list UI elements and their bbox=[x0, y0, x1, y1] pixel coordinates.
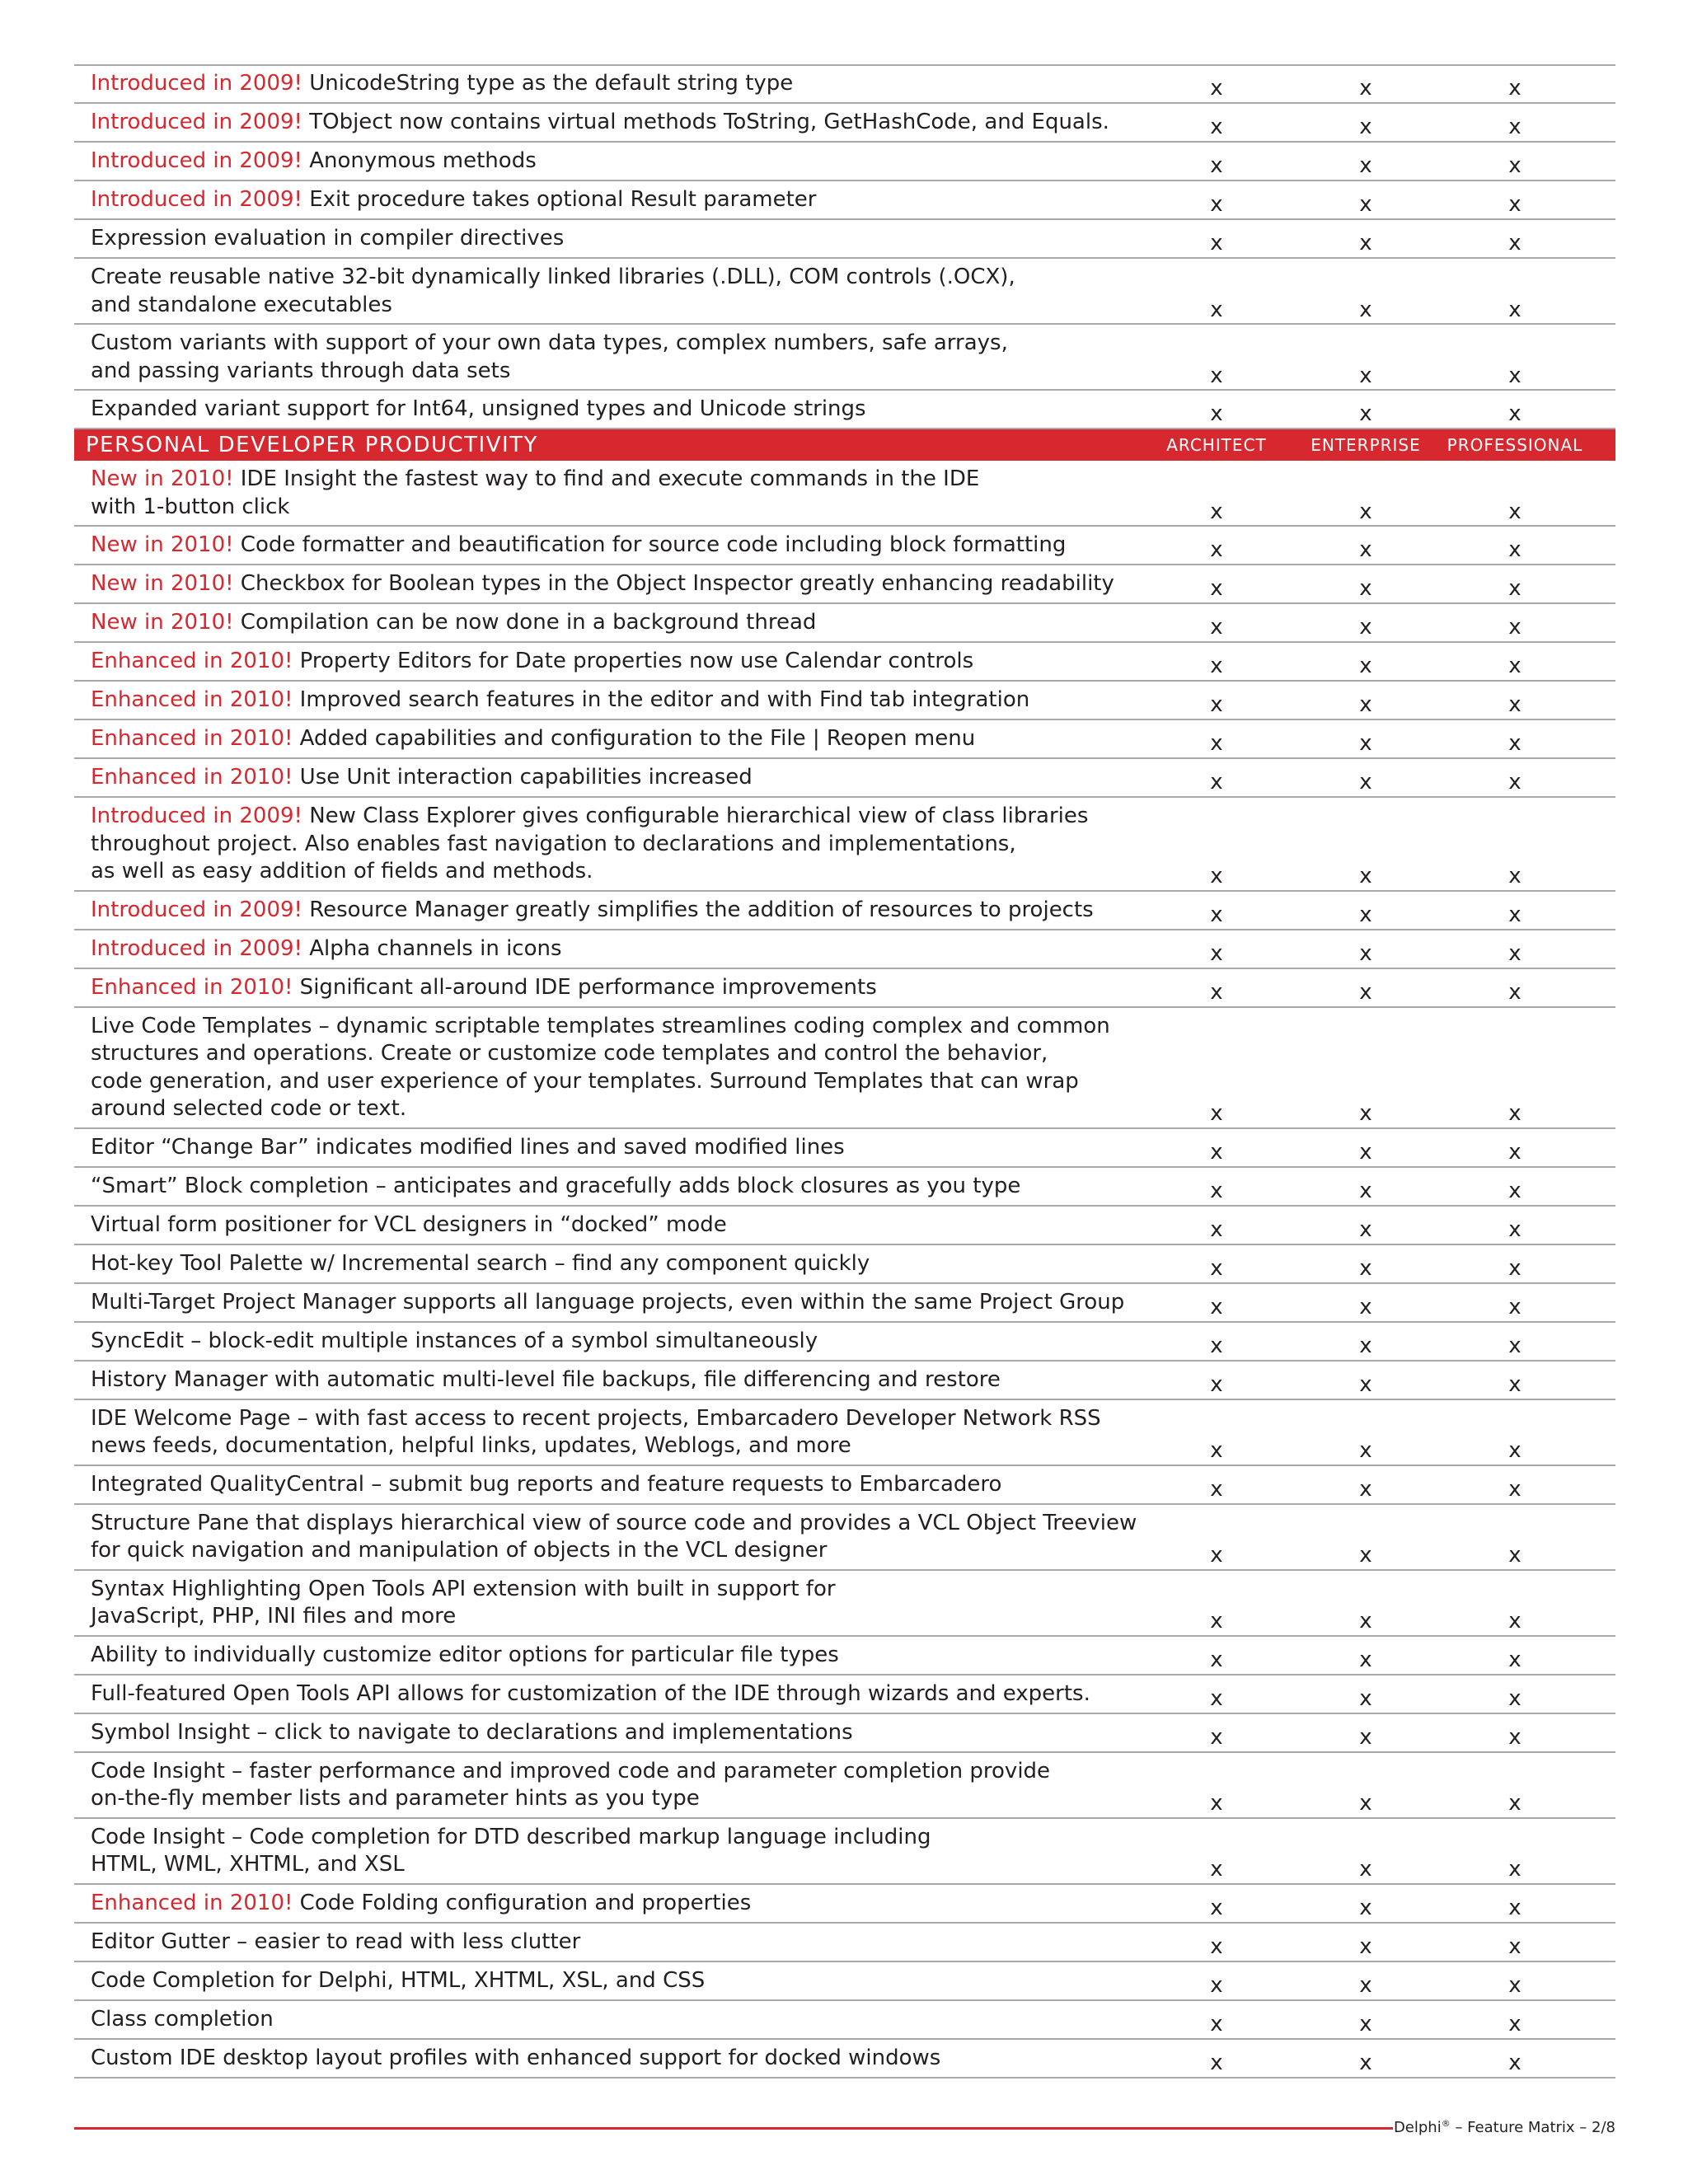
check-architect: x bbox=[1210, 192, 1223, 217]
check-enterprise: x bbox=[1359, 2011, 1372, 2036]
feature-text: Live Code Templates – dynamic scriptable templates streamlines coding complex and common structures and operations. Create or customize code templates and control the behavior, code generation, and user experience of your templates. Surround Templates that can wrap around selected code or text. bbox=[91, 1013, 1110, 1121]
check-enterprise: x bbox=[1359, 76, 1372, 101]
feature-text: Editor “Change Bar” indicates modified lines and saved modified lines bbox=[91, 1134, 845, 1160]
feature-description bbox=[91, 1134, 845, 1162]
check-enterprise: x bbox=[1359, 864, 1372, 888]
check-enterprise: x bbox=[1359, 1609, 1372, 1633]
table-row bbox=[74, 1571, 1615, 1637]
check-professional: x bbox=[1508, 499, 1522, 524]
check-enterprise: x bbox=[1359, 1255, 1372, 1281]
feature-text: Symbol Insight – click to navigate to declarations and implementations bbox=[91, 1719, 853, 1745]
check-architect: x bbox=[1210, 401, 1223, 426]
check-professional: x bbox=[1508, 1438, 1522, 1463]
table-row bbox=[74, 391, 1615, 429]
check-professional: x bbox=[1508, 1972, 1522, 1998]
feature-text: Full-featured Open Tools API allows for customization of the IDE through wizards and experts. bbox=[91, 1680, 1090, 1706]
feature-description bbox=[91, 1366, 1001, 1394]
table-row bbox=[74, 565, 1615, 604]
check-enterprise: x bbox=[1359, 153, 1372, 178]
check-architect: x bbox=[1210, 363, 1223, 388]
feature-text: “Smart” Block completion – anticipates and gracefully adds block closures as you type bbox=[91, 1173, 1021, 1198]
check-professional: x bbox=[1508, 940, 1522, 966]
feature-description bbox=[91, 264, 1015, 319]
check-architect: x bbox=[1210, 979, 1223, 1005]
check-professional: x bbox=[1508, 1139, 1522, 1165]
check-professional: x bbox=[1508, 1791, 1522, 1816]
feature-badge: New in 2010! bbox=[91, 532, 234, 557]
check-professional: x bbox=[1508, 1543, 1522, 1568]
feature-text: Code Completion for Delphi, HTML, XHTML, XSL, and CSS bbox=[91, 1967, 706, 1993]
check-enterprise: x bbox=[1359, 1371, 1372, 1397]
feature-badge: New in 2010! bbox=[91, 571, 234, 596]
check-professional: x bbox=[1508, 1685, 1522, 1711]
check-professional: x bbox=[1508, 902, 1522, 927]
check-architect: x bbox=[1210, 297, 1223, 322]
feature-text: UnicodeString type as the default string type bbox=[302, 71, 794, 96]
feature-text: Structure Pane that displays hierarchical view of source code and provides a VCL Object Treeview for quick navigation and manipulation of objects in the VCL designer bbox=[91, 1510, 1137, 1563]
feature-text: Use Unit interaction capabilities increased bbox=[293, 765, 753, 790]
check-enterprise: x bbox=[1359, 1139, 1372, 1165]
feature-badge: Enhanced in 2010! bbox=[91, 974, 293, 1000]
feature-text: Significant all-around IDE performance improvements bbox=[293, 974, 877, 1000]
table-row bbox=[74, 259, 1615, 325]
check-enterprise: x bbox=[1359, 940, 1372, 966]
feature-description bbox=[91, 1719, 853, 1747]
check-architect: x bbox=[1210, 1371, 1223, 1397]
check-architect: x bbox=[1210, 1685, 1223, 1711]
feature-badge: Introduced in 2009! bbox=[91, 935, 302, 961]
check-architect: x bbox=[1210, 1255, 1223, 1281]
feature-text: Class completion bbox=[91, 2006, 274, 2032]
feature-badge: Introduced in 2009! bbox=[91, 804, 302, 828]
feature-description bbox=[91, 648, 973, 676]
feature-description bbox=[91, 1013, 1110, 1123]
check-professional: x bbox=[1508, 1609, 1522, 1633]
check-professional: x bbox=[1508, 770, 1522, 794]
feature-text: New Class Explorer gives configurable hierarchical view of class libraries throughout project. Also enables fast navigation to declarations and implementations, as well as easy addition of fields and methods. bbox=[91, 804, 1089, 883]
table-row bbox=[74, 461, 1615, 527]
feature-text: Expanded variant support for Int64, unsigned types and Unicode strings bbox=[91, 396, 866, 421]
check-architect: x bbox=[1210, 231, 1223, 255]
footer-page-label: – Feature Matrix – 2/8 bbox=[1450, 2119, 1615, 2136]
table-row bbox=[74, 604, 1615, 643]
check-professional: x bbox=[1508, 864, 1522, 888]
table-row bbox=[74, 759, 1615, 798]
check-professional: x bbox=[1508, 615, 1522, 640]
feature-description bbox=[91, 1250, 870, 1278]
table-row bbox=[74, 1753, 1615, 1819]
feature-description bbox=[91, 1890, 751, 1918]
check-architect: x bbox=[1210, 2050, 1223, 2075]
check-architect: x bbox=[1210, 115, 1223, 139]
feature-text: Exit procedure takes optional Result parameter bbox=[302, 187, 817, 212]
check-architect: x bbox=[1210, 1476, 1223, 1502]
check-architect: x bbox=[1210, 576, 1223, 601]
feature-text: Improved search features in the editor and with Find tab integration bbox=[293, 687, 1030, 712]
feature-description bbox=[91, 935, 562, 963]
check-enterprise: x bbox=[1359, 363, 1372, 388]
check-architect: x bbox=[1210, 1438, 1223, 1463]
feature-text: Code Insight – Code completion for DTD described markup language including HTML, WML, XHTML, and XSL bbox=[91, 1824, 931, 1877]
table-row bbox=[74, 930, 1615, 969]
check-architect: x bbox=[1210, 1178, 1223, 1203]
table-row bbox=[74, 1245, 1615, 1284]
check-enterprise: x bbox=[1359, 1101, 1372, 1126]
table-row bbox=[74, 1323, 1615, 1361]
table-row bbox=[74, 1819, 1615, 1885]
column-header-enterprise: ENTERPRISE bbox=[1311, 435, 1421, 455]
feature-badge: Introduced in 2009! bbox=[91, 897, 302, 922]
table-row bbox=[74, 1284, 1615, 1323]
feature-text: Integrated QualityCentral – submit bug reports and feature requests to Embarcadero bbox=[91, 1471, 1002, 1497]
table-row bbox=[74, 325, 1615, 391]
check-enterprise: x bbox=[1359, 231, 1372, 255]
feature-description bbox=[91, 1680, 1090, 1708]
check-enterprise: x bbox=[1359, 1294, 1372, 1319]
check-professional: x bbox=[1508, 1333, 1522, 1358]
registered-mark: ® bbox=[1441, 2118, 1451, 2129]
check-enterprise: x bbox=[1359, 1933, 1372, 1959]
check-enterprise: x bbox=[1359, 1178, 1372, 1203]
table-row bbox=[74, 720, 1615, 759]
check-architect: x bbox=[1210, 731, 1223, 756]
check-professional: x bbox=[1508, 1294, 1522, 1319]
feature-description bbox=[91, 609, 816, 637]
check-architect: x bbox=[1210, 864, 1223, 888]
feature-description bbox=[91, 725, 975, 753]
feature-description bbox=[91, 1758, 1050, 1813]
feature-text: IDE Welcome Page – with fast access to recent projects, Embarcadero Developer Network RSS news feeds, documentation, helpful links, updates, Weblogs, and more bbox=[91, 1405, 1101, 1458]
table-row bbox=[74, 1637, 1615, 1675]
table-row bbox=[74, 1924, 1615, 1962]
check-architect: x bbox=[1210, 1791, 1223, 1816]
check-professional: x bbox=[1508, 115, 1522, 139]
feature-badge: Enhanced in 2010! bbox=[91, 1890, 293, 1915]
check-professional: x bbox=[1508, 1216, 1522, 1242]
table-row bbox=[74, 1361, 1615, 1400]
feature-text: TObject now contains virtual methods ToString, GetHashCode, and Equals. bbox=[302, 110, 1109, 134]
check-architect: x bbox=[1210, 770, 1223, 794]
check-professional: x bbox=[1508, 1255, 1522, 1281]
feature-text: Custom IDE desktop layout profiles with enhanced support for docked windows bbox=[91, 2045, 941, 2070]
feature-description bbox=[91, 1824, 931, 1879]
feature-text: Property Editors for Date properties now use Calendar controls bbox=[293, 649, 974, 673]
column-header-professional: PROFESSIONAL bbox=[1447, 435, 1583, 455]
feature-matrix-table bbox=[74, 65, 1615, 2079]
check-professional: x bbox=[1508, 1178, 1522, 1203]
table-row bbox=[74, 2001, 1615, 2040]
check-architect: x bbox=[1210, 1895, 1223, 1920]
feature-text: IDE Insight the fastest way to find and execute commands in the IDE with 1-button click bbox=[91, 466, 980, 519]
table-row bbox=[74, 798, 1615, 892]
page-footer bbox=[1394, 2118, 1615, 2136]
check-enterprise: x bbox=[1359, 902, 1372, 927]
feature-description bbox=[91, 330, 1008, 385]
feature-text: Hot-key Tool Palette w/ Incremental search – find any component quickly bbox=[91, 1250, 870, 1276]
check-professional: x bbox=[1508, 1647, 1522, 1672]
check-architect: x bbox=[1210, 1216, 1223, 1242]
feature-description bbox=[91, 1642, 839, 1670]
check-architect: x bbox=[1210, 153, 1223, 178]
check-professional: x bbox=[1508, 76, 1522, 101]
table-row bbox=[74, 892, 1615, 930]
feature-text: Checkbox for Boolean types in the Object Inspector greatly enhancing readability bbox=[233, 571, 1114, 596]
feature-text: Ability to individually customize editor options for particular file types bbox=[91, 1642, 839, 1667]
feature-text: History Manager with automatic multi-level file backups, file differencing and restore bbox=[91, 1366, 1001, 1392]
check-professional: x bbox=[1508, 297, 1522, 322]
feature-description bbox=[91, 1471, 1001, 1499]
check-enterprise: x bbox=[1359, 654, 1372, 678]
feature-badge: Introduced in 2009! bbox=[91, 148, 302, 173]
check-enterprise: x bbox=[1359, 1972, 1372, 1998]
check-professional: x bbox=[1508, 231, 1522, 255]
feature-description bbox=[91, 1289, 1124, 1317]
check-enterprise: x bbox=[1359, 1895, 1372, 1920]
table-row bbox=[74, 220, 1615, 259]
table-row bbox=[74, 1505, 1615, 1571]
table-row bbox=[74, 643, 1615, 682]
table-row bbox=[74, 1129, 1615, 1168]
check-architect: x bbox=[1210, 537, 1223, 562]
check-architect: x bbox=[1210, 1724, 1223, 1750]
feature-description bbox=[91, 1967, 705, 1995]
section-header-personal-developer-productivity bbox=[74, 429, 1615, 461]
table-row bbox=[74, 1675, 1615, 1714]
feature-text: Anonymous methods bbox=[302, 148, 537, 173]
check-enterprise: x bbox=[1359, 979, 1372, 1005]
table-row bbox=[74, 969, 1615, 1008]
check-enterprise: x bbox=[1359, 537, 1372, 562]
check-professional: x bbox=[1508, 1476, 1522, 1502]
check-professional: x bbox=[1508, 576, 1522, 601]
check-enterprise: x bbox=[1359, 192, 1372, 217]
feature-description bbox=[91, 466, 979, 521]
feature-text: Code formatter and beautification for source code including block formatting bbox=[233, 532, 1067, 557]
feature-description bbox=[91, 1576, 836, 1631]
check-enterprise: x bbox=[1359, 1647, 1372, 1672]
feature-text: Virtual form positioner for VCL designers in “docked” mode bbox=[91, 1212, 727, 1237]
check-professional: x bbox=[1508, 2011, 1522, 2036]
check-enterprise: x bbox=[1359, 1476, 1372, 1502]
feature-badge: Introduced in 2009! bbox=[91, 187, 302, 212]
table-row bbox=[74, 65, 1615, 104]
section-productivity-rows bbox=[74, 461, 1615, 2079]
feature-text: Resource Manager greatly simplifies the addition of resources to projects bbox=[302, 897, 1094, 922]
check-professional: x bbox=[1508, 731, 1522, 756]
check-professional: x bbox=[1508, 537, 1522, 562]
check-enterprise: x bbox=[1359, 115, 1372, 139]
footer-rule bbox=[74, 2127, 1393, 2130]
feature-badge: New in 2010! bbox=[91, 610, 234, 635]
check-architect: x bbox=[1210, 1609, 1223, 1633]
check-professional: x bbox=[1508, 192, 1522, 217]
feature-text: Code Insight – faster performance and improved code and parameter completion provide on-the-fly member lists and parameter hints as you type bbox=[91, 1758, 1051, 1811]
table-row bbox=[74, 682, 1615, 720]
check-enterprise: x bbox=[1359, 401, 1372, 426]
feature-description bbox=[91, 532, 1066, 560]
check-professional: x bbox=[1508, 654, 1522, 678]
check-enterprise: x bbox=[1359, 731, 1372, 756]
feature-description bbox=[91, 186, 816, 214]
feature-badge: New in 2010! bbox=[91, 466, 234, 491]
check-architect: x bbox=[1210, 499, 1223, 524]
check-architect: x bbox=[1210, 902, 1223, 927]
section-title: PERSONAL DEVELOPER PRODUCTIVITY bbox=[86, 433, 538, 457]
feature-text: Added capabilities and configuration to the File | Reopen menu bbox=[293, 726, 976, 751]
feature-text: Syntax Highlighting Open Tools API extension with built in support for JavaScript, PHP, INI files and more bbox=[91, 1576, 836, 1629]
check-enterprise: x bbox=[1359, 1791, 1372, 1816]
check-enterprise: x bbox=[1359, 1857, 1372, 1882]
feature-description bbox=[91, 148, 537, 176]
feature-description bbox=[91, 109, 1109, 137]
feature-description bbox=[91, 396, 866, 424]
check-architect: x bbox=[1210, 1139, 1223, 1165]
check-enterprise: x bbox=[1359, 615, 1372, 640]
check-architect: x bbox=[1210, 76, 1223, 101]
check-professional: x bbox=[1508, 1895, 1522, 1920]
feature-description bbox=[91, 1405, 1101, 1460]
check-professional: x bbox=[1508, 692, 1522, 717]
check-professional: x bbox=[1508, 1857, 1522, 1882]
check-architect: x bbox=[1210, 1972, 1223, 1998]
check-enterprise: x bbox=[1359, 1333, 1372, 1358]
feature-description bbox=[91, 2006, 274, 2034]
feature-text: SyncEdit – block-edit multiple instances of a symbol simultaneously bbox=[91, 1328, 818, 1353]
feature-text: Multi-Target Project Manager supports all language projects, even within the same Project Group bbox=[91, 1289, 1125, 1315]
check-architect: x bbox=[1210, 940, 1223, 966]
feature-badge: Enhanced in 2010! bbox=[91, 726, 293, 751]
check-enterprise: x bbox=[1359, 499, 1372, 524]
table-row bbox=[74, 1207, 1615, 1245]
check-professional: x bbox=[1508, 1371, 1522, 1397]
check-architect: x bbox=[1210, 692, 1223, 717]
feature-description bbox=[91, 570, 1114, 598]
check-enterprise: x bbox=[1359, 770, 1372, 794]
table-row bbox=[74, 1168, 1615, 1207]
check-enterprise: x bbox=[1359, 297, 1372, 322]
check-professional: x bbox=[1508, 363, 1522, 388]
table-row bbox=[74, 1885, 1615, 1924]
feature-text: Code Folding configuration and properties bbox=[293, 1890, 752, 1915]
check-enterprise: x bbox=[1359, 692, 1372, 717]
table-row bbox=[74, 527, 1615, 565]
feature-badge: Introduced in 2009! bbox=[91, 71, 302, 96]
feature-description bbox=[91, 803, 1088, 886]
table-row bbox=[74, 181, 1615, 220]
section-language-rows bbox=[74, 65, 1615, 429]
check-enterprise: x bbox=[1359, 1438, 1372, 1463]
check-architect: x bbox=[1210, 1543, 1223, 1568]
footer-product: Delphi bbox=[1393, 2119, 1442, 2136]
table-row bbox=[74, 1400, 1615, 1466]
feature-description bbox=[91, 1510, 1137, 1565]
feature-description bbox=[91, 225, 564, 253]
feature-description bbox=[91, 2045, 940, 2073]
check-architect: x bbox=[1210, 1333, 1223, 1358]
feature-badge: Enhanced in 2010! bbox=[91, 649, 293, 673]
check-architect: x bbox=[1210, 1101, 1223, 1126]
check-professional: x bbox=[1508, 1724, 1522, 1750]
feature-text: Custom variants with support of your own data types, complex numbers, safe arrays, and passing variants through data sets bbox=[91, 330, 1008, 383]
check-professional: x bbox=[1508, 979, 1522, 1005]
feature-text: Compilation can be now done in a background thread bbox=[233, 610, 817, 635]
check-professional: x bbox=[1508, 1101, 1522, 1126]
table-row bbox=[74, 143, 1615, 181]
feature-badge: Introduced in 2009! bbox=[91, 110, 302, 134]
check-professional: x bbox=[1508, 153, 1522, 178]
feature-description bbox=[91, 897, 1094, 925]
check-architect: x bbox=[1210, 1647, 1223, 1672]
feature-badge: Enhanced in 2010! bbox=[91, 687, 293, 712]
feature-description bbox=[91, 974, 877, 1002]
check-enterprise: x bbox=[1359, 1543, 1372, 1568]
check-architect: x bbox=[1210, 654, 1223, 678]
feature-text: Expression evaluation in compiler directives bbox=[91, 226, 565, 251]
check-enterprise: x bbox=[1359, 1724, 1372, 1750]
feature-text: Create reusable native 32-bit dynamically linked libraries (.DLL), COM controls (.OCX), and standalone executables bbox=[91, 265, 1015, 317]
check-architect: x bbox=[1210, 615, 1223, 640]
feature-description bbox=[91, 1173, 1020, 1201]
feature-description bbox=[91, 687, 1029, 715]
feature-badge: Enhanced in 2010! bbox=[91, 765, 293, 790]
feature-description bbox=[91, 1929, 580, 1957]
feature-description bbox=[91, 70, 793, 98]
feature-description bbox=[91, 1212, 727, 1240]
check-professional: x bbox=[1508, 401, 1522, 426]
check-enterprise: x bbox=[1359, 2050, 1372, 2075]
feature-text: Alpha channels in icons bbox=[302, 935, 562, 961]
check-architect: x bbox=[1210, 2011, 1223, 2036]
table-row bbox=[74, 1962, 1615, 2001]
check-enterprise: x bbox=[1359, 1685, 1372, 1711]
table-row bbox=[74, 1008, 1615, 1129]
table-row bbox=[74, 104, 1615, 143]
table-row bbox=[74, 2040, 1615, 2079]
check-architect: x bbox=[1210, 1857, 1223, 1882]
check-professional: x bbox=[1508, 1933, 1522, 1959]
check-enterprise: x bbox=[1359, 1216, 1372, 1242]
check-professional: x bbox=[1508, 2050, 1522, 2075]
feature-text: Editor Gutter – easier to read with less clutter bbox=[91, 1929, 581, 1954]
column-header-architect: ARCHITECT bbox=[1166, 435, 1267, 455]
feature-description bbox=[91, 764, 753, 792]
check-architect: x bbox=[1210, 1294, 1223, 1319]
table-row bbox=[74, 1714, 1615, 1753]
check-enterprise: x bbox=[1359, 576, 1372, 601]
feature-description bbox=[91, 1328, 818, 1356]
check-architect: x bbox=[1210, 1933, 1223, 1959]
table-row bbox=[74, 1466, 1615, 1505]
